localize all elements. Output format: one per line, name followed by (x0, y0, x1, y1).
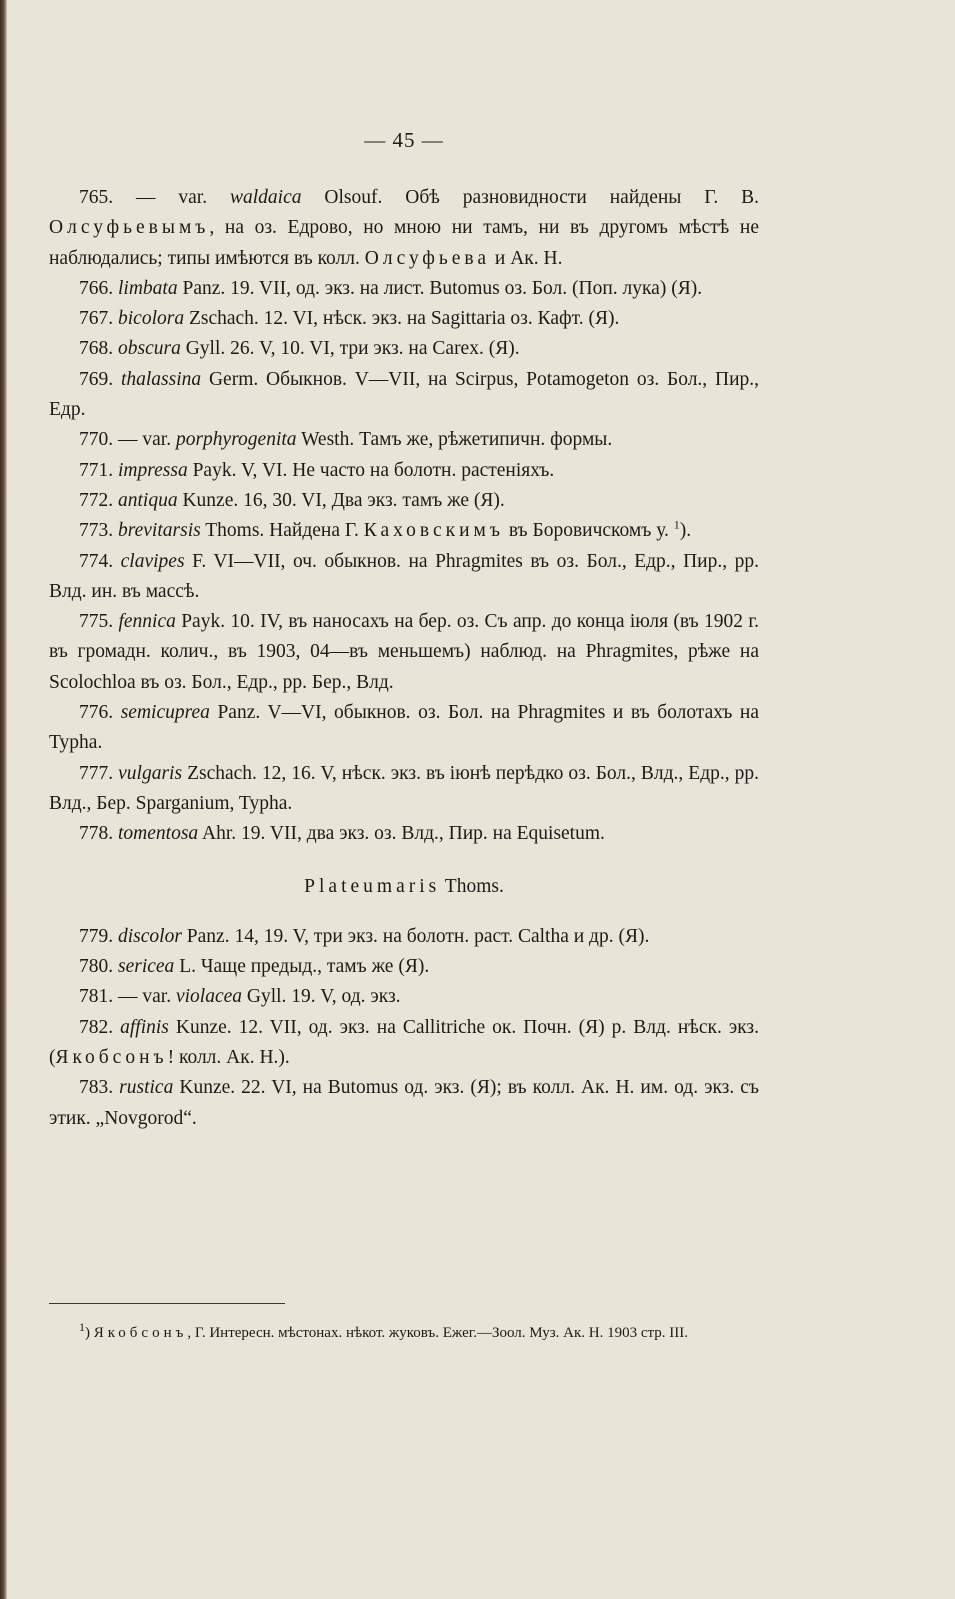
entry-768 (49, 334, 759, 364)
entry-772 (49, 486, 759, 516)
entry-774 (49, 547, 759, 608)
entry-766 (49, 274, 759, 304)
entry-text: Payk. V, VI. Не часто на болотн. растеніяхъ. (192, 459, 555, 481)
entry-text: Gyll. 26. V, 10. VI, три экз. на Carex. (Я). (185, 338, 520, 360)
entry-782 (49, 1013, 759, 1074)
species-name: thalassina (120, 368, 202, 390)
person-name: Якобсонъ (93, 1325, 188, 1341)
entry-number: 772. (79, 489, 114, 511)
species-name: brevitarsis (118, 520, 201, 542)
species-name: limbata (118, 277, 178, 299)
entry-text: Germ. Обыкнов. V—VII, на Scirpus, Potamogeton оз. Бол., Пир., Едр. (49, 368, 760, 421)
footnote-ref[interactable]: 1 (673, 517, 680, 532)
entry-776 (49, 698, 759, 759)
entry-text: Zschach. 12. VI, нѣск. экз. на Sagittaria оз. Кафт. (Я). (188, 308, 620, 330)
entry-text: Panz. V—VI, обыкнов. оз. Бол. на Phragmites и въ болотахъ на Typha. (49, 702, 760, 754)
footnote-paren: ) (85, 1325, 90, 1341)
species-name: semicuprea (120, 702, 210, 724)
person-name: Олсуфьевымъ (49, 217, 210, 239)
entry-number: 768. (79, 338, 114, 360)
entry-770 (49, 425, 759, 455)
species-name: obscura (118, 338, 181, 360)
species-name: clavipes (120, 550, 185, 572)
entry-prefix: — var. (118, 986, 172, 1008)
entry-text: Zschach. 12, 16. V, нѣск. экз. въ іюнѣ перѣдко оз. Бол., Влд., Едр., рр. Влд., Бер. Sparganium, Typha. (49, 762, 760, 814)
footnote-mark: 1 (79, 1320, 85, 1334)
entry-text: и Ак. Н. (494, 247, 563, 269)
entry-767 (49, 304, 759, 334)
entry-text: въ Боровичскомъ у. (508, 520, 669, 542)
entry-number: 765. (79, 187, 114, 208)
entry-number: 770. (79, 429, 114, 451)
footnote-text (49, 1320, 759, 1346)
entry-number: 776. (79, 702, 114, 724)
entry-prefix: — var. (118, 429, 172, 451)
entry-765 (49, 183, 759, 274)
entry-text: ). (679, 520, 692, 542)
species-name: antiqua (118, 489, 178, 511)
section-heading (49, 872, 759, 902)
species-name: waldaica (230, 187, 302, 208)
person-name: Каховскимъ (363, 520, 504, 542)
book-page (49, 0, 759, 1599)
entry-text: , на оз. Едрово, но мною ни тамъ, ни въ другомъ мѣстѣ не наблюдались; типы имѣются въ колл. (49, 217, 759, 269)
entry-text: Thoms. Найдена Г. (205, 520, 359, 542)
person-name: Олсуфьева (364, 247, 491, 269)
species-name: discolor (118, 925, 182, 947)
species-name: vulgaris (118, 762, 183, 784)
entry-number: 766. (79, 277, 114, 299)
person-name: Якобсонъ (55, 1047, 168, 1069)
footnote (49, 1320, 759, 1346)
species-name: rustica (119, 1077, 174, 1099)
entry-780 (49, 952, 759, 982)
entry-777 (49, 759, 759, 820)
entry-text: Panz. 14, 19. V, три экз. на болотн. раст. Caltha и др. (Я). (186, 925, 650, 947)
entry-text: Westh. Тамъ же, рѣжетипичн. формы. (301, 429, 613, 451)
entry-769 (49, 365, 759, 426)
entry-781 (49, 982, 759, 1012)
genus-name: Plateumaris (304, 875, 441, 897)
entry-text: ! колл. Ак. Н.). (167, 1047, 290, 1069)
footnote-body: , Г. Интересн. мѣстонах. нѣкот. жуковъ. Ежег.—Зоол. Муз. Ак. Н. 1903 стр. III. (187, 1325, 688, 1341)
entry-number: 777. (79, 762, 114, 784)
entry-prefix: — var. (136, 187, 208, 208)
entry-text: Payk. 10. IV, въ наносахъ на бер. оз. Съ апр. до конца іюля (въ 1902 г. въ громадн. колич., въ 1903, 04—въ меньшемъ) наблюд. на Phragmites, рѣже на Scolochloa въ оз. Бол., Едр., рр. Бер., Влд. (49, 611, 759, 693)
entry-number: 778. (79, 823, 114, 845)
entry-number: 783. (79, 1077, 114, 1099)
entry-771 (49, 456, 759, 486)
species-name: sericea (118, 956, 175, 978)
entry-text: Kunze. 22. VI, на Butomus од. экз. (Я); въ колл. Ак. Н. им. од. экз. съ этик. „Novgorod“. (49, 1077, 760, 1129)
species-name: tomentosa (118, 823, 199, 845)
entry-text: Kunze. 16, 30. VI, Два экз. тамъ же (Я). (182, 489, 505, 511)
entry-number: 775. (79, 611, 114, 633)
species-name: affinis (120, 1016, 169, 1038)
footnote-divider (49, 1303, 285, 1304)
species-name: impressa (118, 459, 188, 481)
book-spine-edge (0, 0, 7, 1599)
entry-number: 771. (79, 459, 114, 481)
entry-number: 774. (79, 550, 114, 572)
entry-text: Kunze. 12. VII, од. экз. на Callitriche ок. Почн. (Я) р. Влд. нѣск. экз. ( (49, 1016, 760, 1069)
entry-778 (49, 819, 759, 849)
entry-text: Ahr. 19. VII, два экз. оз. Влд., Пир. на Equisetum. (201, 823, 605, 845)
entry-number: 779. (79, 925, 114, 947)
entry-number: 767. (79, 308, 114, 330)
entry-773 (49, 516, 759, 546)
entry-text: Olsouf. Обѣ разновидности найдены Г. В. (324, 187, 759, 208)
entry-number: 780. (79, 956, 114, 978)
entry-text: L. Чаще предыд., тамъ же (Я). (179, 956, 430, 978)
entry-number: 773. (79, 520, 114, 542)
entry-number: 769. (79, 368, 114, 390)
entry-text: F. VI—VII, оч. обыкнов. на Phragmites въ оз. Бол., Едр., Пир., рр. Влд. ин. въ массѣ. (49, 550, 759, 602)
species-name: porphyrogenita (175, 429, 297, 451)
page-number: — 45 — (364, 128, 444, 152)
genus-author: Thoms. (444, 875, 504, 897)
entry-779 (49, 922, 759, 952)
entry-775 (49, 607, 759, 698)
entry-number: 782. (79, 1016, 114, 1038)
species-name: fennica (118, 611, 176, 633)
main-text (49, 183, 759, 1134)
entry-text: Gyll. 19. V, од. экз. (246, 986, 401, 1008)
entry-783 (49, 1073, 759, 1134)
entry-number: 781. (79, 986, 114, 1008)
species-name: bicolora (118, 308, 185, 330)
entry-text: Panz. 19. VII, од. экз. на лист. Butomus оз. Бол. (Поп. лука) (Я). (182, 277, 703, 299)
species-name: violacea (175, 986, 243, 1008)
